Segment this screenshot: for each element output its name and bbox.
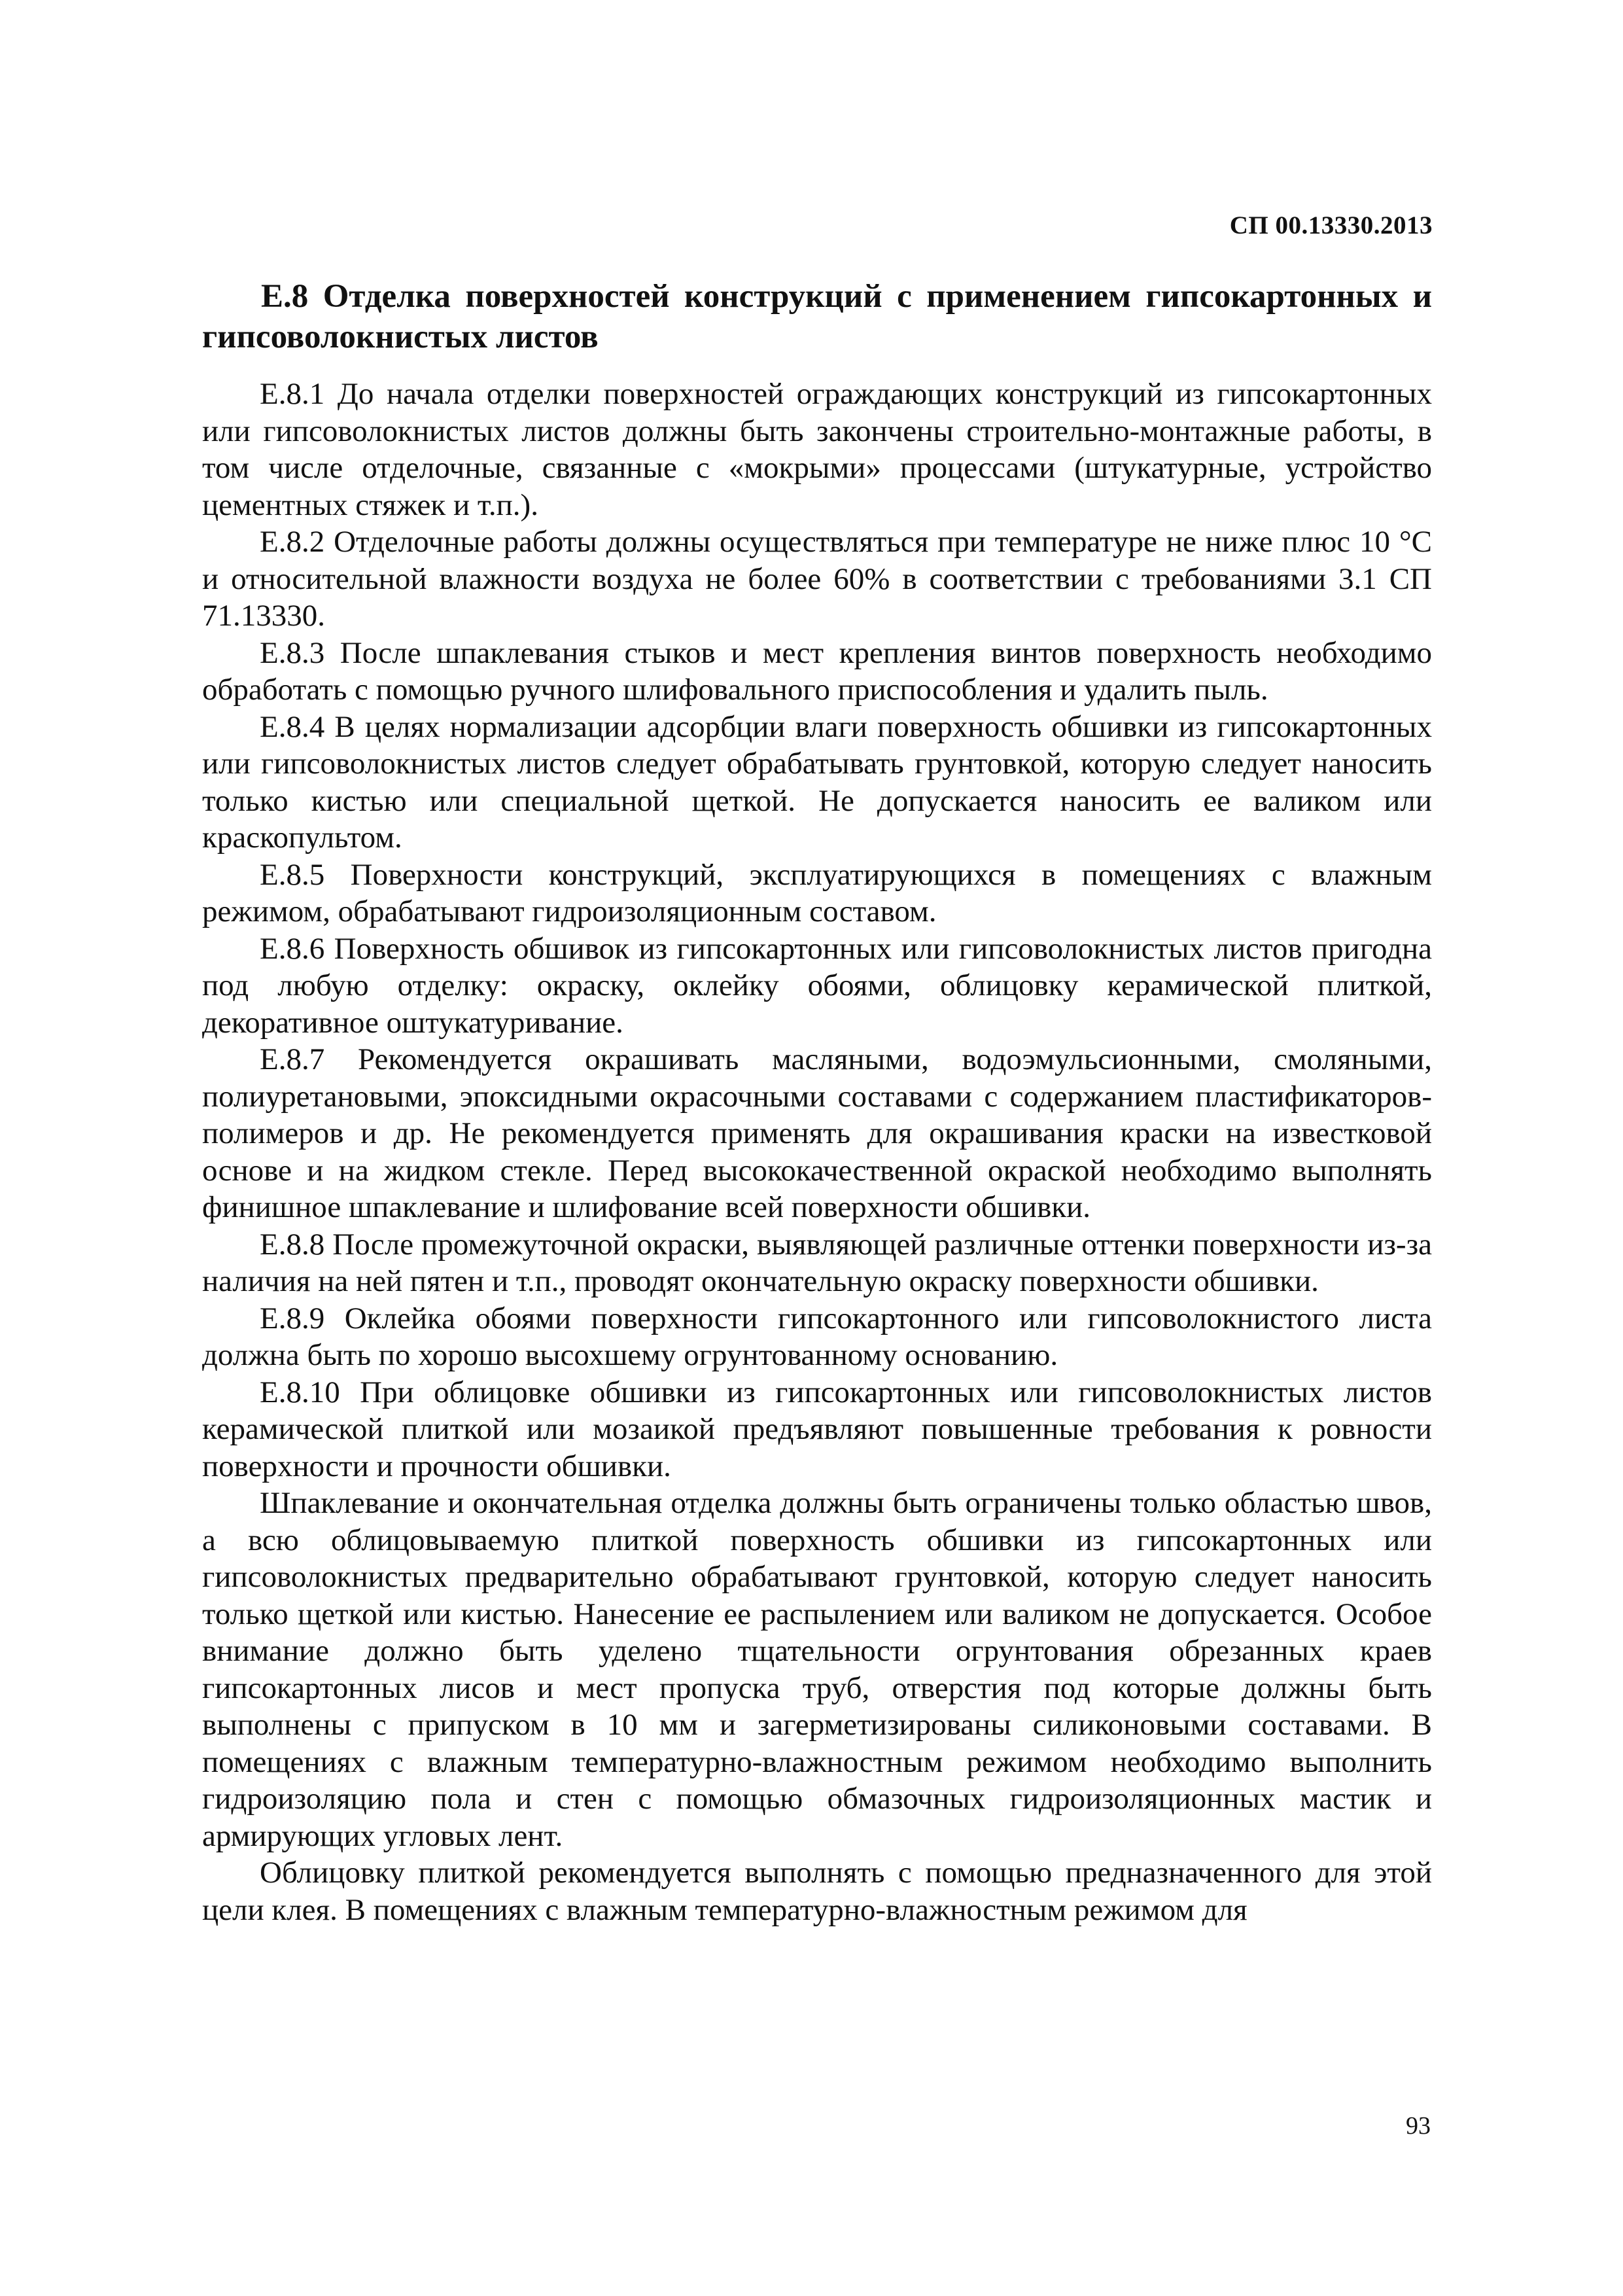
paragraph-e-8-1: Е.8.1 До начала отделки поверхностей ограждающих конструкций из гипсокартонных или гипсоволокнистых листов должны быть закончены строительно-монтажные работы, в том числе отделочные, связанные с «мокрыми» процессами (штукатурные, устройство цементных стяжек и т.п.). — [202, 377, 1432, 522]
paragraph-e-8-9: Е.8.9 Оклейка обоями поверхности гипсокартонного или гипсоволокнистого листа должна быть по хорошо высохшему огрунтованному основанию. — [202, 1301, 1432, 1372]
paragraph-puttying: Шпаклевание и окончательная отделка должны быть ограничены только областью швов, а всю облицовываемую плиткой поверхность обшивки из гипсокартонных или гипсоволокнистых предварительно обрабатывают грунтовкой, которую следует наносить только щеткой или кистью. Нанесение ее распылением или валиком не допускается. Особое внимание должно быть уделено тщательности огрунтования обрезанных краев гипсокартонных лисов и мест пропуска труб, отверстия под которые должны быть выполнены с припуском в 10 мм и загерметизированы силиконовыми составами. В помещениях с влажным температурно-влажностным режимом необходимо выполнить гидроизоляцию пола и стен с помощью обмазочных гидроизоляционных мастик и армирующих угловых лент. — [202, 1486, 1432, 1853]
section-heading: Е.8 Отделка поверхностей конструкций с применением гипсокартонных и гипсоволокнистых листов — [202, 278, 1432, 355]
paragraph-e-8-8: Е.8.8 После промежуточной окраски, выявляющей различные оттенки поверхности из-за наличия на ней пятен и т.п., проводят окончательную окраску поверхности обшивки. — [202, 1227, 1432, 1298]
paragraph-e-8-3: Е.8.3 После шпаклевания стыков и мест крепления винтов поверхность необходимо обработать с помощью ручного шлифовального приспособления и удалить пыль. — [202, 635, 1432, 707]
paragraph-e-8-6: Е.8.6 Поверхность обшивок из гипсокартонных или гипсоволокнистых листов пригодна под любую отделку: окраску, оклейку обоями, облицовку керамической плиткой, декоративное оштукатуривание. — [202, 931, 1432, 1040]
document-code-header: СП 00.13330.2013 — [1229, 211, 1433, 239]
paragraph-e-8-10: Е.8.10 При облицовке обшивки из гипсокартонных или гипсоволокнистых листов керамической плиткой или мозаикой предъявляют повышенные требования к ровности поверхности и прочности обшивки. — [202, 1375, 1432, 1483]
paragraph-e-8-2: Е.8.2 Отделочные работы должны осуществляться при температуре не ниже плюс 10 °С и относительной влажности воздуха не более 60% в соответствии с требованиями 3.1 СП 71.13330. — [202, 525, 1432, 633]
paragraph-e-8-4: Е.8.4 В целях нормализации адсорбции влаги поверхность обшивки из гипсокартонных или гипсоволокнистых листов следует обрабатывать грунтовкой, которую следует наносить только кистью или специальной щеткой. Не допускается наносить ее валиком или краскопультом. — [202, 709, 1432, 855]
paragraph-tiling: Облицовку плиткой рекомендуется выполнять с помощью предназначенного для этой цели клея. В помещениях с влажным температурно-влажностным режимом для — [202, 1856, 1432, 1927]
paragraph-e-8-5: Е.8.5 Поверхности конструкций, эксплуатирующихся в помещениях с влажным режимом, обрабатывают гидроизоляционным составом. — [202, 857, 1432, 928]
section-content — [202, 276, 1432, 1928]
paragraph-e-8-7: Е.8.7 Рекомендуется окрашивать масляными, водоэмульсионными, смоляными, полиуретановыми, эпоксидными окрасочными составами с содержанием пластификаторов-полимеров и др. Не рекомендуется применять для окрашивания краски на известковой основе и на жидком стекле. Перед высококачественной окраской необходимо выполнять финишное шпаклевание и шлифование всей поверхности обшивки. — [202, 1042, 1432, 1224]
page-number: 93 — [1406, 2112, 1431, 2140]
